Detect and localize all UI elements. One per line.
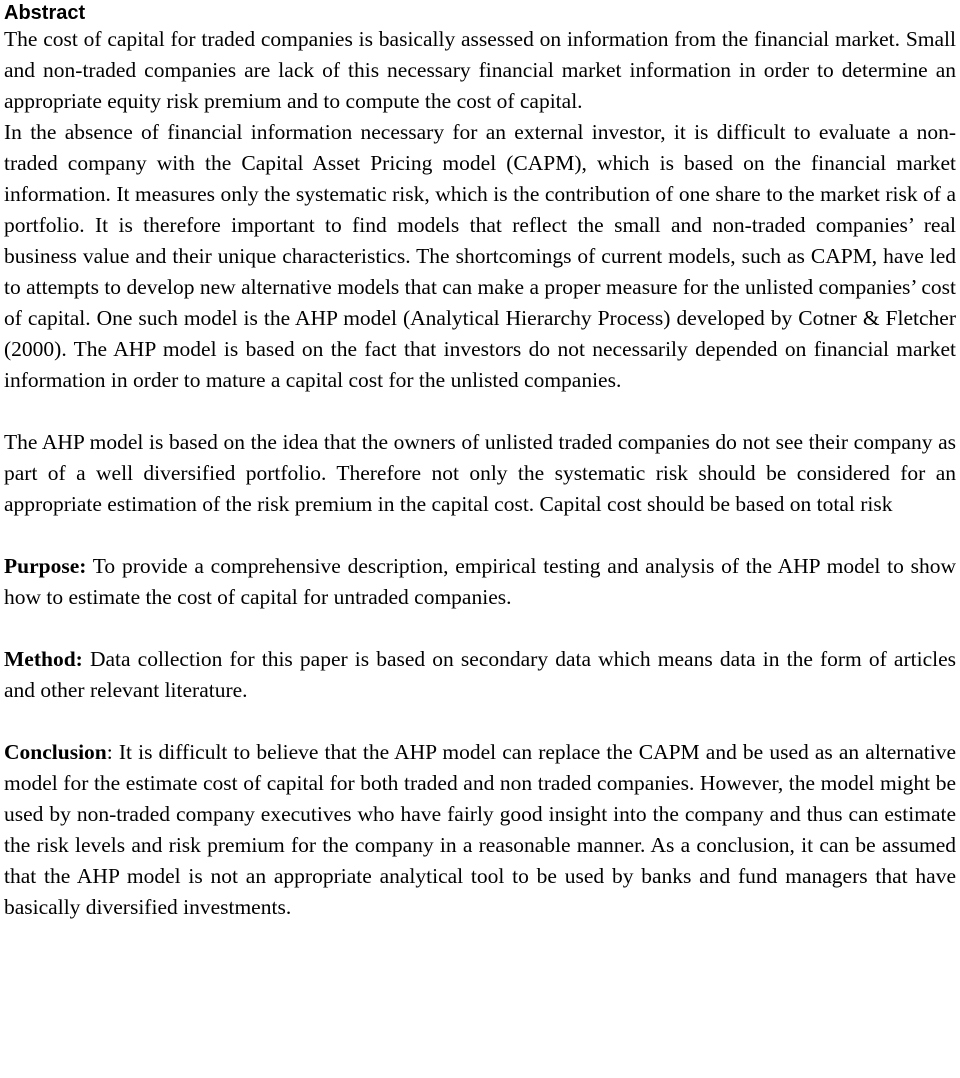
paragraph-spacer	[4, 706, 956, 737]
method-label: Method:	[4, 647, 83, 671]
paragraph-capm: In the absence of financial information necessary for an external investor, it is difficult to evaluate a non-traded company with the Capital Asset Pricing model (CAPM), which is based on the financial market information. It measures only the systematic risk, which is the contribution of one share to the market risk of a portfolio. It is therefore important to find models that reflect the small and non-traded companies’ real business value and their unique characteristics. The shortcomings of current models, such as CAPM, have led to attempts to develop new alternative models that can make a proper measure for the unlisted companies’ cost of capital. One such model is the AHP model (Analytical Hierarchy Process) developed by Cotner & Fletcher (2000). The AHP model is based on the fact that investors do not necessarily depended on financial market information in order to mature a capital cost for the unlisted companies.	[4, 120, 956, 392]
purpose-label: Purpose:	[4, 554, 87, 578]
conclusion-paragraph	[4, 737, 956, 923]
paragraph-intro: The cost of capital for traded companies is basically assessed on information from the financial market. Small and non-traded companies are lack of this necessary financial market information in order to determine an appropriate equity risk premium and to compute the cost of capital.	[4, 27, 956, 113]
conclusion-label: Conclusion	[4, 740, 107, 764]
method-paragraph	[4, 644, 956, 706]
method-text: Data collection for this paper is based on secondary data which means data in the form of articles and other relevant literature.	[4, 647, 956, 702]
paragraph-ahp: The AHP model is based on the idea that the owners of unlisted traded companies do not see their company as part of a well diversified portfolio. Therefore not only the systematic risk should be considered for an appropriate estimation of the risk premium in the capital cost. Capital cost should be based on total risk	[4, 430, 956, 516]
purpose-paragraph	[4, 551, 956, 613]
conclusion-text: : It is difficult to believe that the AHP model can replace the CAPM and be used as an alternative model for the estimate cost of capital for both traded and non traded companies. However, the model might be used by non-traded company executives who have fairly good insight into the company and thus can estimate the risk levels and risk premium for the company in a reasonable manner. As a conclusion, it can be assumed that the AHP model is not an appropriate analytical tool to be used by banks and fund managers that have basically diversified investments.	[4, 740, 956, 919]
paragraph-spacer	[4, 520, 956, 551]
abstract-heading: Abstract	[4, 2, 86, 24]
paragraph-spacer	[4, 613, 956, 644]
purpose-text: To provide a comprehensive description, empirical testing and analysis of the AHP model to show how to estimate the cost of capital for untraded companies.	[4, 554, 956, 609]
paragraph-spacer	[4, 396, 956, 427]
document-page	[0, 2, 960, 923]
